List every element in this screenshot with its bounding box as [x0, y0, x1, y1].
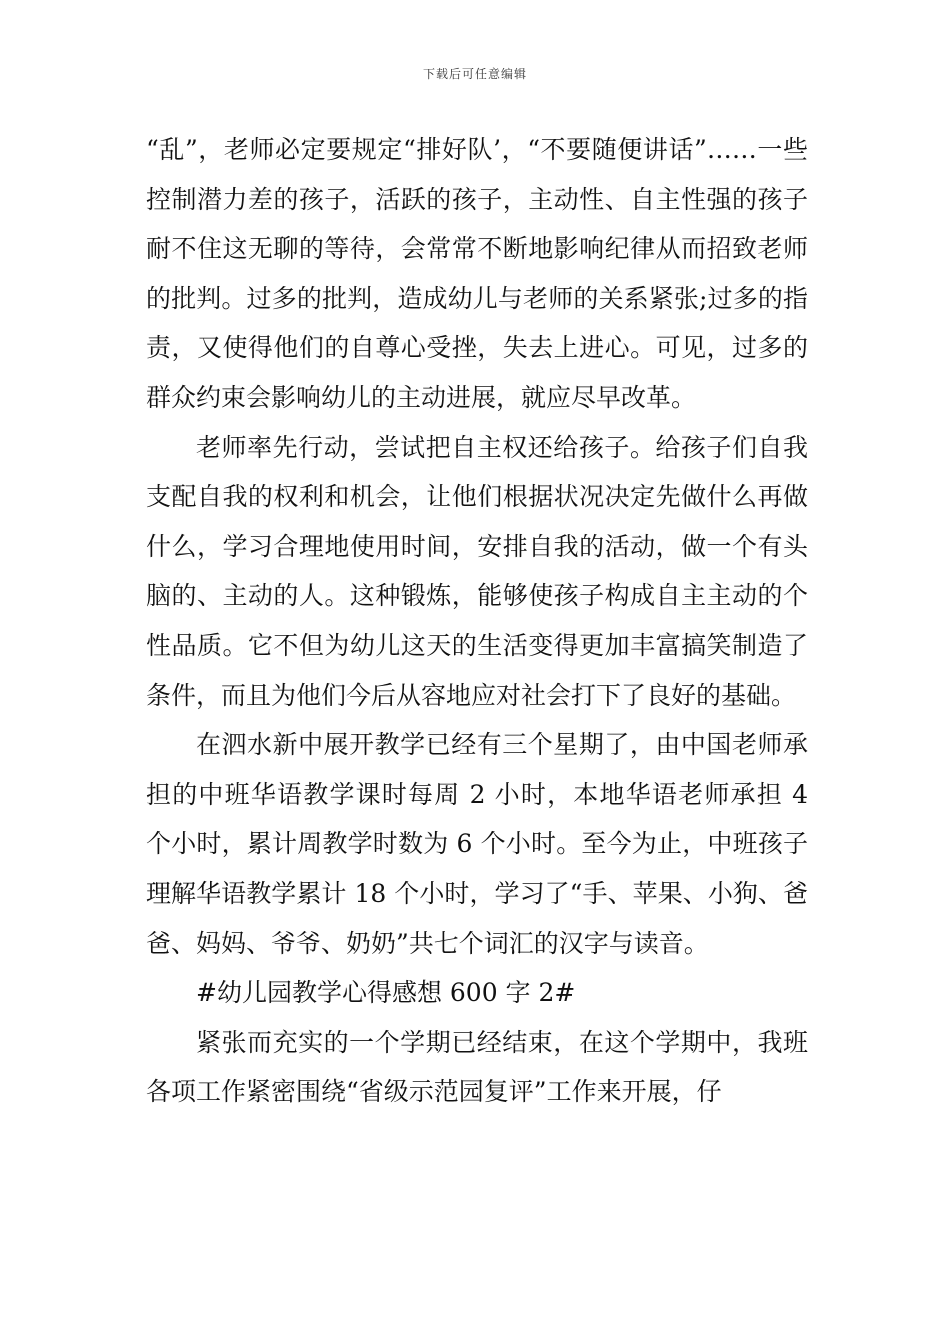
paragraph-1: “乱”，老师必定要规定“排好队’，“不要随便讲话”……一些控制潜力差的孩子，活跃的孩子，主动性、自主性强的孩子耐不住这无聊的等待，会常常不断地影响纪律从而招致老师的批判。过多的批判，造成幼儿与老师的关系紧张;过多的指责，又使得他们的自尊心受挫，失去上进心。可见，过多的群众约束会影响幼儿的主动进展，就应尽早改革。 [146, 135, 808, 412]
section-heading: #幼儿园教学心得感想 600 字 2# [196, 978, 576, 1008]
document-body [146, 125, 808, 1117]
paragraph-3: 在泗水新中展开教学已经有三个星期了，由中国老师承担的中班华语教学课时每周 2 小时，本地华语老师承担 4 个小时，累计周教学时数为 6 个小时。至今为止，中班孩子理解华语教学累计 18 个小时，学习了“手、苹果、小狗、爸爸、妈妈、爷爷、奶奶”共七个词汇的汉字与读音。 [146, 730, 808, 958]
paragraph-4: 紧张而充实的一个学期已经结束，在这个学期中，我班各项工作紧密围绕“省级示范园复评”工作来开展，仔 [146, 1027, 808, 1107]
page-header: 下载后可任意编辑 [422, 67, 527, 81]
paragraph-2: 老师率先行动，尝试把自主权还给孩子。给孩子们自我支配自我的权利和机会，让他们根据状况决定先做什么再做什么，学习合理地使用时间，安排自我的活动，做一个有头脑的、主动的人。这种锻炼，能够使孩子构成自主主动的个性品质。它不但为幼儿这天的生活变得更加丰富搞笑制造了条件，而且为他们今后从容地应对社会打下了良好的基础。 [146, 432, 808, 710]
